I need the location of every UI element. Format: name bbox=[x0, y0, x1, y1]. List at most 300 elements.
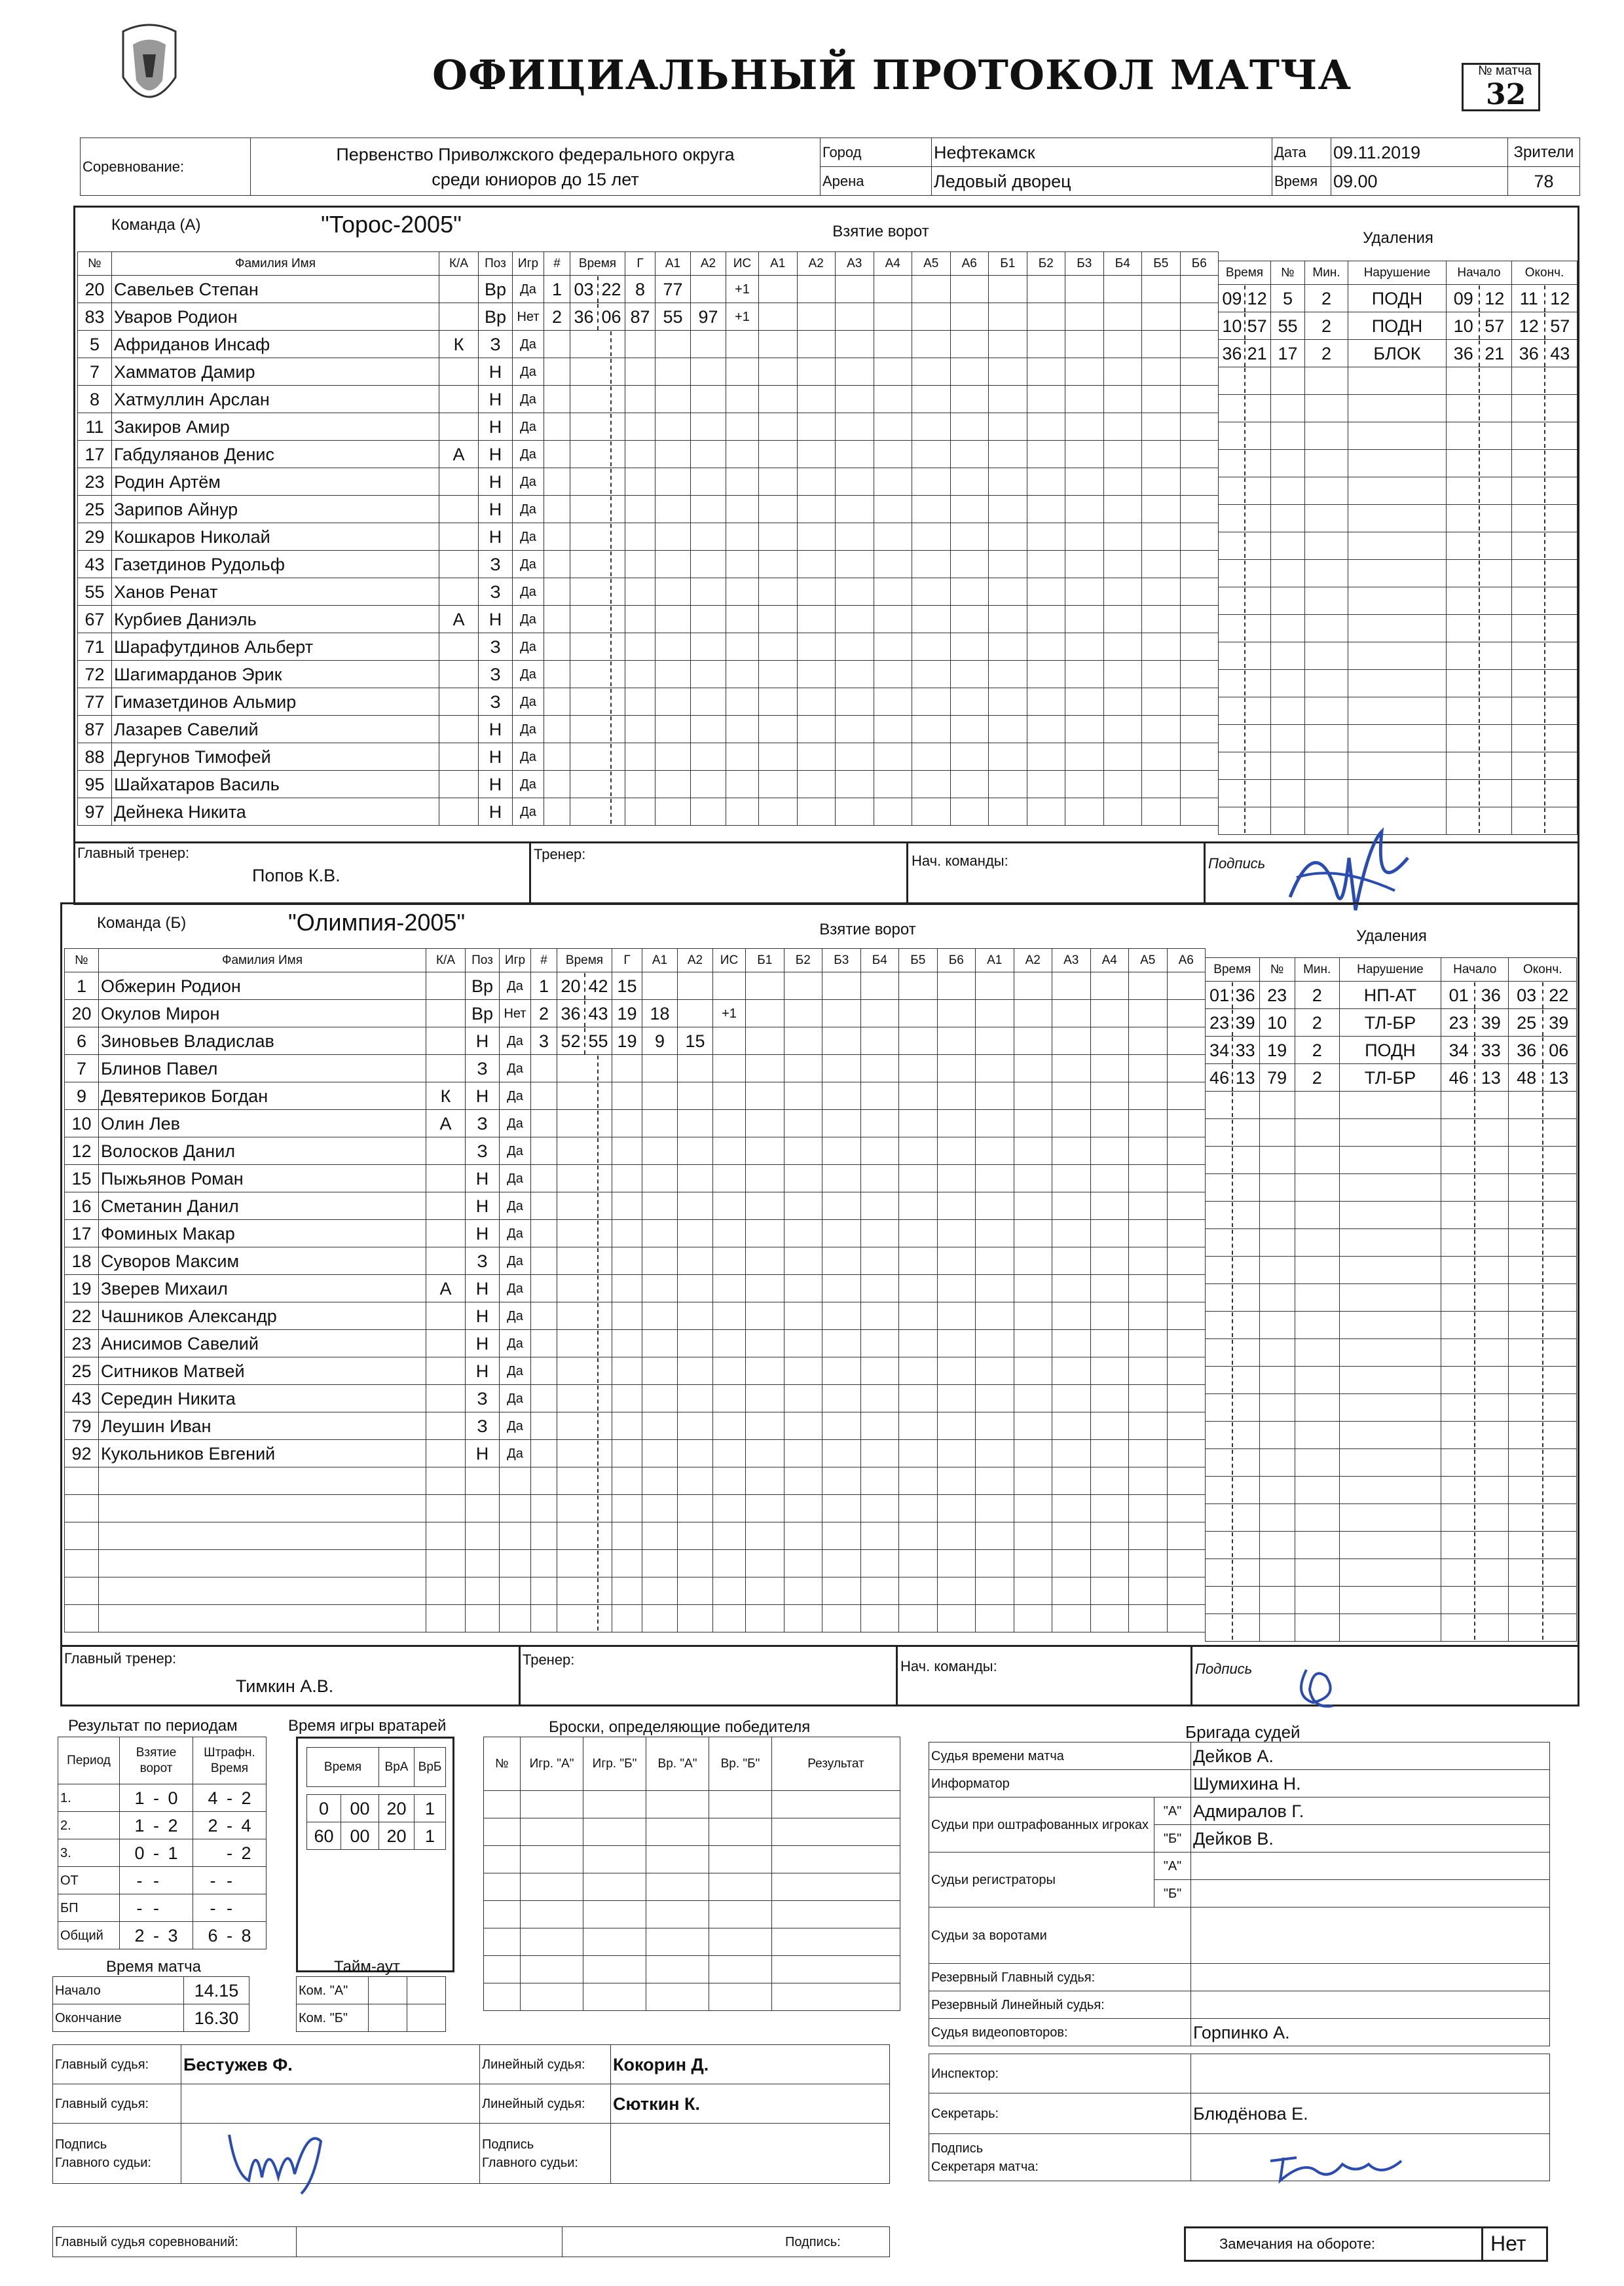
team-b-penalty-start bbox=[1441, 1312, 1509, 1339]
team-a-goal-onice-cell bbox=[874, 551, 912, 578]
team-a-penalty-end bbox=[1512, 780, 1578, 807]
shootout-cell bbox=[646, 1928, 709, 1956]
team-b-player-name: Пыжьянов Роман bbox=[99, 1165, 426, 1192]
team-a-goal-assist-1 bbox=[655, 468, 691, 496]
team-b-goal-onice-cell bbox=[1052, 1275, 1091, 1302]
line-referee-2-label: Линейный судья: bbox=[480, 2084, 611, 2124]
team-b-goal-onice-cell bbox=[822, 1137, 861, 1165]
team-b-player-number bbox=[65, 1467, 99, 1495]
results-period: ОТ bbox=[58, 1867, 120, 1894]
team-a-penalty-end-min bbox=[1514, 423, 1545, 448]
team-b-goal-time-divider bbox=[570, 1276, 599, 1300]
shootout-cell bbox=[583, 1846, 646, 1873]
shootout-cell bbox=[521, 1983, 583, 2011]
main-referee-1: Бестужев Ф. bbox=[181, 2045, 480, 2084]
team-b-penalty-time bbox=[1206, 1312, 1260, 1339]
team-a-goal-situation: +1 bbox=[726, 276, 759, 303]
team-b-penalty-time-min bbox=[1207, 1477, 1233, 1502]
team-a-goal-onice-cell bbox=[989, 303, 1027, 331]
team-a-goal-onice-cell bbox=[989, 551, 1027, 578]
team-a-penalty-start bbox=[1447, 670, 1512, 697]
team-a-signature-label: Подпись bbox=[1208, 855, 1266, 872]
team-b-goal-assist-1 bbox=[642, 1522, 678, 1550]
goalie-minute: 60 bbox=[307, 1822, 341, 1850]
team-a-goal-onice-cell bbox=[759, 331, 798, 358]
team-b-goal-onice-cell bbox=[937, 1220, 976, 1247]
results-period: Общий bbox=[58, 1922, 120, 1949]
team-a-goal-onice-cell bbox=[989, 523, 1027, 551]
team-b-goal-onice-cell bbox=[976, 1165, 1014, 1192]
team-b-goal-assist-1 bbox=[642, 1605, 678, 1632]
goalie-col-b: ВрБ bbox=[415, 1748, 446, 1787]
team-b-goal-assist-1 bbox=[642, 1110, 678, 1137]
team-b-penalty-end bbox=[1509, 1312, 1577, 1339]
team-a-goal-onice-cell bbox=[950, 633, 989, 661]
team-a-goal-onice-cell bbox=[759, 688, 798, 716]
team-a-penalty-infraction bbox=[1348, 670, 1447, 697]
team-b-player-row bbox=[65, 1412, 531, 1440]
team-a-penalty-time bbox=[1219, 340, 1271, 367]
team-a-goal-onice-cell bbox=[836, 276, 874, 303]
shootout-cell bbox=[484, 1873, 521, 1901]
team-a-penalty-row bbox=[1219, 697, 1578, 725]
team-b-goal-onice-cell bbox=[746, 1605, 784, 1632]
match-number: 32 bbox=[1486, 78, 1526, 111]
team-a-goal-assist-2 bbox=[691, 551, 726, 578]
team-a-penalty-end-sec: 43 bbox=[1550, 343, 1570, 363]
team-b-goal-onice-cell bbox=[746, 1110, 784, 1137]
team-b-player-name: Волосков Данил bbox=[99, 1137, 426, 1165]
secretary-label: Секретарь: bbox=[929, 2093, 1191, 2134]
team-a-player-captain-mark bbox=[439, 468, 479, 496]
team-b-goal-second: 43 bbox=[588, 1003, 608, 1023]
shootout-cell bbox=[646, 1983, 709, 2011]
team-b-goal-col-16: А5 bbox=[1129, 949, 1168, 972]
team-a-penalty-end bbox=[1512, 367, 1578, 395]
team-a-goal-number bbox=[544, 413, 570, 441]
team-a-goal-row bbox=[544, 496, 1219, 523]
team-b-goal-onice-cell bbox=[1167, 1467, 1206, 1495]
team-b-goal-number bbox=[531, 1165, 557, 1192]
team-a-goal-onice-cell bbox=[989, 798, 1027, 826]
results-goals bbox=[120, 1839, 193, 1867]
team-a-goal-onice-cell bbox=[797, 743, 836, 771]
shootout-cell bbox=[772, 1956, 900, 1983]
team-a-pen-col-4: Начало bbox=[1447, 261, 1512, 285]
team-a-goal-time bbox=[570, 496, 625, 523]
team-a-goal-assist-1 bbox=[655, 331, 691, 358]
team-b-goal-onice-cell bbox=[1014, 1522, 1052, 1550]
team-b-player-row bbox=[65, 1357, 531, 1385]
team-a-player-played: Да bbox=[513, 276, 544, 303]
team-b-penalty-end-min: 25 bbox=[1511, 1010, 1543, 1036]
team-b-goal-onice-cell bbox=[1167, 1027, 1206, 1055]
team-b-penalty-infraction bbox=[1339, 1394, 1441, 1422]
shootout-cell bbox=[646, 1901, 709, 1928]
team-b-goal-scorer bbox=[612, 1495, 642, 1522]
team-b-penalty-end-sec: 13 bbox=[1549, 1067, 1569, 1088]
team-b-goal-time bbox=[557, 972, 612, 1000]
inspector-table bbox=[929, 2054, 1550, 2181]
team-b-goal-onice-cell bbox=[746, 1275, 784, 1302]
shootout-cell bbox=[521, 1928, 583, 1956]
team-b-goal-onice-cell bbox=[1167, 1522, 1206, 1550]
team-a-goal-onice-cell bbox=[989, 771, 1027, 798]
team-b-goal-time bbox=[557, 1577, 612, 1605]
team-b-penalty-start bbox=[1441, 1092, 1509, 1119]
team-b-goal-time bbox=[557, 1302, 612, 1330]
team-b-goal-number: 2 bbox=[531, 1000, 557, 1027]
team-b-goal-row bbox=[531, 1275, 1206, 1302]
team-a-player-number: 17 bbox=[78, 441, 112, 468]
team-a-roster-col-2: К/А bbox=[439, 252, 479, 276]
team-b-penalty-start bbox=[1441, 1037, 1509, 1064]
team-b-penalty-start bbox=[1441, 1614, 1509, 1642]
team-b-penalty-player: 10 bbox=[1259, 1009, 1295, 1037]
team-b-goal-assist-2 bbox=[678, 1247, 713, 1275]
team-b-goal-onice-cell bbox=[746, 972, 784, 1000]
team-a-player-position: Н bbox=[479, 358, 513, 386]
team-b-penalty-end bbox=[1509, 982, 1577, 1009]
results-goals-dash: - bbox=[153, 1925, 159, 1945]
team-a-penalty-player bbox=[1271, 670, 1305, 697]
team-a-penalty-row bbox=[1219, 532, 1578, 560]
team-b-goal-onice-cell bbox=[822, 972, 861, 1000]
team-b-goal-situation bbox=[713, 1165, 746, 1192]
team-b-goal-onice-cell bbox=[1129, 1137, 1168, 1165]
team-b-goal-assist-1 bbox=[642, 1550, 678, 1577]
team-b-goal-onice-cell bbox=[1052, 1357, 1091, 1385]
team-b-goal-assist-1 bbox=[642, 1467, 678, 1495]
team-a-goal-onice-cell bbox=[989, 606, 1027, 633]
team-a-player-row bbox=[78, 496, 544, 523]
team-a-penalty-row bbox=[1219, 780, 1578, 807]
team-b-penalty-end bbox=[1509, 1064, 1577, 1092]
team-b-goal-onice-cell bbox=[1167, 1440, 1206, 1467]
team-b-goal-number bbox=[531, 1357, 557, 1385]
spectators-label: Зрители bbox=[1508, 138, 1580, 167]
team-a-penalty-player: 5 bbox=[1271, 285, 1305, 312]
team-b-penalty-start-min bbox=[1443, 1367, 1475, 1392]
team-b-penalty-infraction: ТЛ-БР bbox=[1339, 1064, 1441, 1092]
team-a-goal-onice-cell bbox=[1065, 358, 1104, 386]
team-a-goal-situation bbox=[726, 331, 759, 358]
match-number-label: № матча bbox=[1478, 64, 1532, 78]
team-b-goal-row bbox=[531, 1027, 1206, 1055]
shootout-cell bbox=[521, 1791, 583, 1818]
team-a-goal-scorer bbox=[625, 523, 655, 551]
team-a-goal-time bbox=[570, 358, 625, 386]
team-a-goal-onice-cell bbox=[797, 413, 836, 441]
team-b-goal-onice-cell bbox=[1090, 1137, 1129, 1165]
penalty-b-tag: "Б" bbox=[1154, 1825, 1191, 1853]
team-a-goal-onice-cell bbox=[912, 441, 951, 468]
team-b-goal-number bbox=[531, 1605, 557, 1632]
results-pim-a: 6 bbox=[208, 1925, 218, 1945]
team-a-goal-onice-cell bbox=[1142, 358, 1181, 386]
team-b-penalty-minutes bbox=[1295, 1339, 1339, 1367]
team-b-goal-assist-1: 18 bbox=[642, 1000, 678, 1027]
team-a-goal-scorer bbox=[625, 578, 655, 606]
results-goals-b: 1 bbox=[168, 1843, 178, 1863]
team-b-player-row bbox=[65, 1550, 531, 1577]
team-b-player-position: Н bbox=[466, 1330, 500, 1357]
team-b-goal-time bbox=[557, 1110, 612, 1137]
team-a-goal-onice-cell bbox=[912, 551, 951, 578]
team-b-player-number: 6 bbox=[65, 1027, 99, 1055]
team-a-goal-onice-cell bbox=[874, 276, 912, 303]
results-col-period: Период bbox=[58, 1737, 120, 1784]
team-a-penalty-time bbox=[1219, 807, 1271, 835]
team-a-roster bbox=[77, 251, 544, 826]
team-b-player-row bbox=[65, 1605, 531, 1632]
results-pim-a: 4 bbox=[208, 1788, 218, 1808]
team-a-player-name: Ханов Ренат bbox=[112, 578, 439, 606]
team-a-goal-onice-cell bbox=[1142, 688, 1181, 716]
team-b-goal-scorer bbox=[612, 1055, 642, 1082]
team-b-goal-col-11: Б6 bbox=[937, 949, 976, 972]
team-b-goal-onice-cell bbox=[1090, 1275, 1129, 1302]
team-a-goal-number: 1 bbox=[544, 276, 570, 303]
team-a-goal-onice-cell bbox=[1103, 441, 1142, 468]
team-a-player-name: Хатмуллин Арслан bbox=[112, 386, 439, 413]
team-a-goal-assist-1 bbox=[655, 606, 691, 633]
shootout-cell bbox=[772, 1873, 900, 1901]
team-a-goal-onice-cell bbox=[1142, 606, 1181, 633]
team-b-goal-onice-cell bbox=[1014, 1137, 1052, 1165]
results-pim-b: 2 bbox=[241, 1843, 251, 1863]
shootout-cell bbox=[583, 1873, 646, 1901]
team-a-goal-onice-cell bbox=[989, 358, 1027, 386]
team-b-goal-onice-cell bbox=[746, 1495, 784, 1522]
team-b-goal-time-divider bbox=[570, 1111, 599, 1135]
team-a-goal-onice-cell bbox=[1065, 468, 1104, 496]
team-a-goal-onice-cell bbox=[912, 276, 951, 303]
team-a-penalty-start bbox=[1447, 752, 1512, 780]
team-a-player-played: Да bbox=[513, 798, 544, 826]
team-a-penalty-infraction bbox=[1348, 395, 1447, 422]
team-a-goal-onice-cell bbox=[1027, 551, 1065, 578]
team-a-goal-row bbox=[544, 441, 1219, 468]
team-b-goal-onice-cell bbox=[860, 972, 899, 1000]
referees-table bbox=[52, 2044, 890, 2184]
team-b-goal-onice-cell bbox=[1167, 1082, 1206, 1110]
team-b-penalty-end-min bbox=[1511, 1092, 1543, 1117]
team-b-goal-time bbox=[557, 1467, 612, 1495]
team-b-penalty-time-sec: 13 bbox=[1235, 1067, 1255, 1088]
team-a-penalty-start-min bbox=[1449, 698, 1480, 723]
team-a-goal-row bbox=[544, 276, 1219, 303]
team-a-penalty-minutes bbox=[1305, 615, 1348, 642]
team-a-goal-row bbox=[544, 331, 1219, 358]
team-b-goal-number bbox=[531, 1385, 557, 1412]
team-b-goal-onice-cell bbox=[1052, 1467, 1091, 1495]
team-a-penalty-time-min bbox=[1220, 808, 1245, 833]
team-a-goals-table bbox=[544, 251, 1219, 826]
team-b-coach-signature bbox=[1287, 1657, 1365, 1716]
team-a-goal-onice-cell bbox=[950, 798, 989, 826]
team-b-penalty-end bbox=[1509, 1119, 1577, 1147]
team-b-goal-situation bbox=[713, 1357, 746, 1385]
shootout-cell bbox=[484, 1901, 521, 1928]
team-b-penalty-end-min: 48 bbox=[1511, 1065, 1543, 1091]
team-b-goal-onice-cell bbox=[1052, 1550, 1091, 1577]
team-a-goal-onice-cell bbox=[989, 688, 1027, 716]
team-a-goal-row bbox=[544, 716, 1219, 743]
team-b-goal-onice-cell bbox=[1090, 1550, 1129, 1577]
shootout-title: Броски, определяющие победителя bbox=[549, 1718, 811, 1736]
team-a-goal-onice-cell bbox=[1103, 358, 1142, 386]
team-a-goal-assist-1 bbox=[655, 551, 691, 578]
team-b-player-number: 17 bbox=[65, 1220, 99, 1247]
inspector bbox=[1191, 2054, 1550, 2093]
team-a-player-played: Да bbox=[513, 551, 544, 578]
team-b-player-name: Блинов Павел bbox=[99, 1055, 426, 1082]
team-a-goal-scorer bbox=[625, 358, 655, 386]
team-b-goal-time bbox=[557, 1027, 612, 1055]
team-a-goal-number bbox=[544, 771, 570, 798]
team-b-goal-onice-cell bbox=[1052, 1247, 1091, 1275]
team-b-goal-onice-cell bbox=[937, 1495, 976, 1522]
team-b-penalty-start-min bbox=[1443, 1285, 1475, 1310]
team-a-penalty-end bbox=[1512, 697, 1578, 725]
team-a-goal-situation bbox=[726, 578, 759, 606]
team-b-roster bbox=[64, 948, 531, 1632]
team-a-player-row bbox=[78, 413, 544, 441]
team-b-player-row bbox=[65, 1192, 531, 1220]
team-a-goal-onice-cell bbox=[1065, 386, 1104, 413]
team-b-penalty-player bbox=[1259, 1229, 1295, 1257]
team-b-goal-onice-cell bbox=[1052, 1495, 1091, 1522]
team-a-goal-onice-cell bbox=[1142, 743, 1181, 771]
team-b-penalty-end-min: 36 bbox=[1511, 1037, 1543, 1063]
team-b-player-position: Вр bbox=[466, 1000, 500, 1027]
team-b-goal-onice-cell bbox=[899, 1220, 938, 1247]
team-a-goal-onice-cell bbox=[1142, 578, 1181, 606]
shootout-col-0: № bbox=[484, 1737, 521, 1791]
team-a-goal-onice-cell bbox=[1027, 688, 1065, 716]
team-a-goal-onice-cell bbox=[797, 606, 836, 633]
shootout-cell bbox=[484, 1983, 521, 2011]
team-b-goal-time-divider bbox=[570, 1606, 599, 1631]
team-a-goal-number bbox=[544, 798, 570, 826]
team-a-goal-onice-cell bbox=[836, 578, 874, 606]
team-b-goal-onice-cell bbox=[1090, 1577, 1129, 1605]
secretary-signature-label: Подпись Секретаря матча: bbox=[929, 2134, 1191, 2181]
team-b-goal-onice-cell bbox=[822, 1385, 861, 1412]
team-a-goal-onice-cell bbox=[950, 496, 989, 523]
team-a-penalty-end-sec: 57 bbox=[1550, 316, 1570, 336]
team-a-goal-time-divider bbox=[583, 441, 612, 466]
team-a-goal-onice-cell bbox=[797, 578, 836, 606]
team-b-player-name: Сметанин Данил bbox=[99, 1192, 426, 1220]
team-a-penalty-player bbox=[1271, 615, 1305, 642]
team-b-penalty-time-min bbox=[1207, 1092, 1233, 1117]
team-b-player-captain-mark bbox=[426, 972, 466, 1000]
team-b-goal-onice-cell bbox=[1052, 1440, 1091, 1467]
team-b-goal-onice-cell bbox=[860, 1550, 899, 1577]
team-b-goal-onice-cell bbox=[976, 1357, 1014, 1385]
team-a-goal-onice-cell bbox=[874, 468, 912, 496]
team-a-goal-number bbox=[544, 688, 570, 716]
team-b-penalty-end-sec: 06 bbox=[1549, 1040, 1569, 1060]
team-b-penalty-end-min bbox=[1511, 1395, 1543, 1420]
team-b-penalty-start-min bbox=[1443, 1175, 1475, 1200]
team-b-goal-onice-cell bbox=[976, 1412, 1014, 1440]
team-a-goal-onice-cell bbox=[1103, 606, 1142, 633]
team-b-penalty-row bbox=[1206, 1174, 1577, 1202]
team-b-goal-scorer bbox=[612, 1165, 642, 1192]
team-b-goal-onice-cell bbox=[1167, 1275, 1206, 1302]
team-b-penalty-end bbox=[1509, 1504, 1577, 1532]
team-a-penalty-minutes bbox=[1305, 477, 1348, 505]
team-a-player-captain-mark bbox=[439, 716, 479, 743]
team-b-goal-time bbox=[557, 1440, 612, 1467]
team-b-goal-onice-cell bbox=[822, 1467, 861, 1495]
team-b-penalty-minutes bbox=[1295, 1504, 1339, 1532]
team-a-penalty-time-min bbox=[1220, 753, 1245, 778]
team-a-player-row bbox=[78, 276, 544, 303]
team-b-penalty-end-min bbox=[1511, 1312, 1543, 1337]
team-a-goal-onice-cell bbox=[759, 276, 798, 303]
shootout-cell bbox=[484, 1846, 521, 1873]
team-b-goal-onice-cell bbox=[1090, 1495, 1129, 1522]
team-b-penalty-time bbox=[1206, 1037, 1260, 1064]
team-a-penalty-end bbox=[1512, 395, 1578, 422]
team-b-head-coach: Тимкин А.В. bbox=[236, 1676, 334, 1696]
team-b-player-captain-mark: А bbox=[426, 1275, 466, 1302]
team-b-goal-onice-cell bbox=[1090, 1027, 1129, 1055]
team-b-goal-assist-2 bbox=[678, 1165, 713, 1192]
team-b-penalty-player bbox=[1259, 1587, 1295, 1614]
team-b-goal-onice-cell bbox=[860, 1110, 899, 1137]
team-b-penalty-end bbox=[1509, 1257, 1577, 1284]
team-b-divider bbox=[60, 1645, 1579, 1647]
team-a-goal-onice-cell bbox=[1103, 633, 1142, 661]
team-a-player-position: З bbox=[479, 661, 513, 688]
penalty-judge-b: Дейков В. bbox=[1191, 1825, 1550, 1853]
team-b-goal-time-divider bbox=[570, 1193, 599, 1218]
team-b-player-name: Девятериков Богдан bbox=[99, 1082, 426, 1110]
team-b-goal-onice-cell bbox=[976, 1440, 1014, 1467]
team-b-goal-col-2: Г bbox=[612, 949, 642, 972]
team-b-penalty-minutes bbox=[1295, 1614, 1339, 1642]
team-b-goal-situation bbox=[713, 1330, 746, 1357]
team-b-goal-time bbox=[557, 1522, 612, 1550]
team-b-pen-col-3: Нарушение bbox=[1339, 958, 1441, 982]
team-a-player-played: Да bbox=[513, 523, 544, 551]
team-a-penalty-end-min bbox=[1514, 698, 1545, 723]
team-b-penalty-time bbox=[1206, 1257, 1260, 1284]
team-b-goal-onice-cell bbox=[860, 1330, 899, 1357]
team-b-penalty-time-min bbox=[1207, 1615, 1233, 1640]
team-a-goal-assist-1 bbox=[655, 441, 691, 468]
team-a-player-captain-mark: К bbox=[439, 331, 479, 358]
shootout-cell bbox=[709, 1873, 772, 1901]
team-a-player-number: 83 bbox=[78, 303, 112, 331]
team-b-penalty-start-min bbox=[1443, 1230, 1475, 1255]
team-b-penalty-infraction bbox=[1339, 1422, 1441, 1449]
team-b-goal-onice-cell bbox=[937, 972, 976, 1000]
team-b-goal-onice-cell bbox=[899, 1330, 938, 1357]
team-a-goal-scorer bbox=[625, 633, 655, 661]
team-a-penalty-player bbox=[1271, 560, 1305, 587]
team-a-goal-onice-cell bbox=[1180, 633, 1219, 661]
results-goals-dash: - bbox=[153, 1870, 159, 1890]
team-a-player-played: Да bbox=[513, 386, 544, 413]
team-b-penalty-time bbox=[1206, 1477, 1260, 1504]
team-b-penalty-minutes bbox=[1295, 1174, 1339, 1202]
